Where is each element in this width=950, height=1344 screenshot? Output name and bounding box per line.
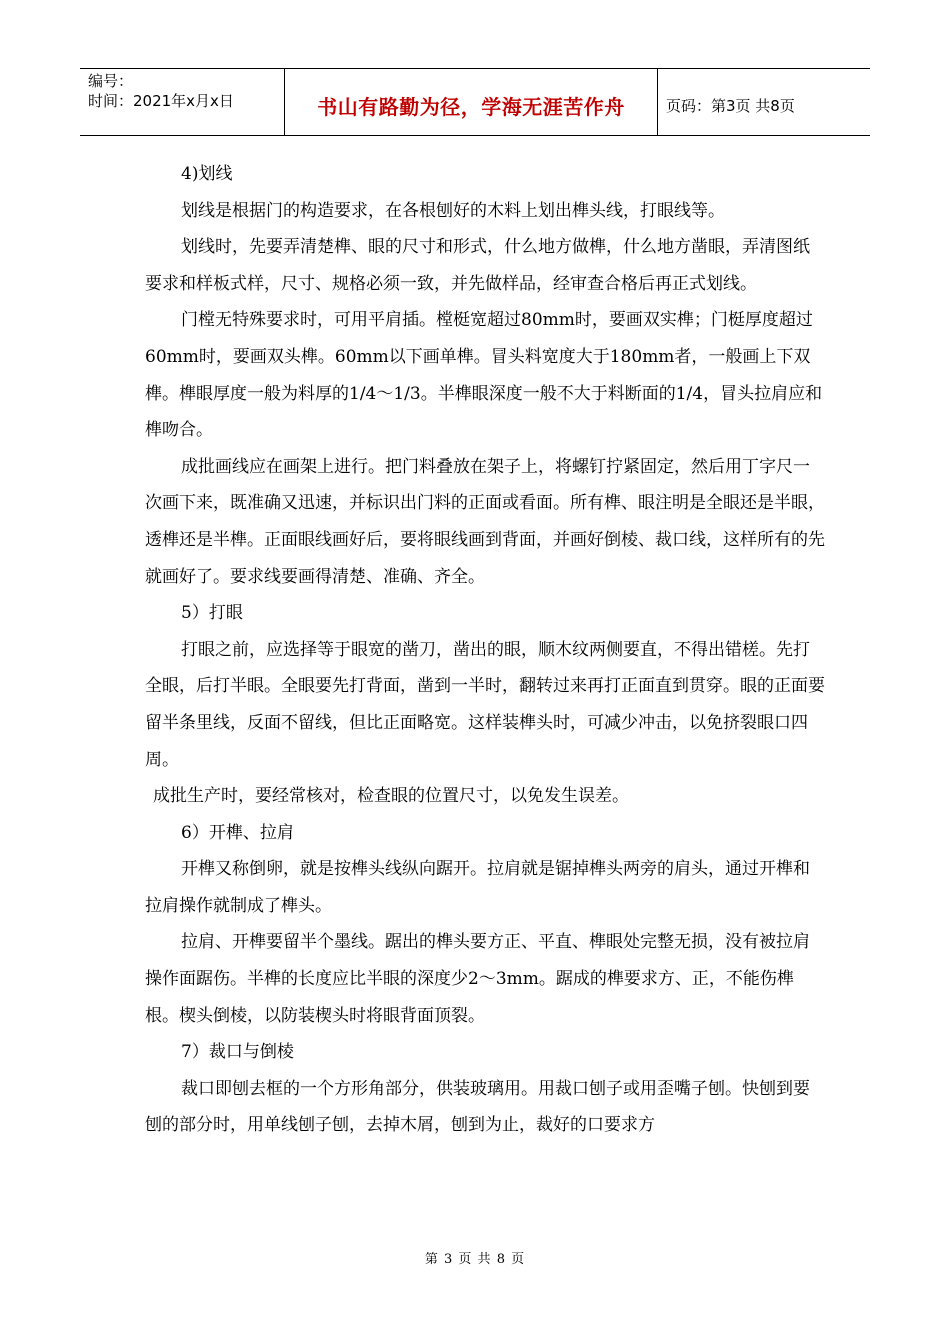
document-header [80, 68, 870, 136]
paragraph: 开榫又称倒卵，就是按榫头线纵向踞开。拉肩就是锯掉榫头两旁的肩头，通过开榫和拉肩操作就制成了榫头。 [145, 859, 810, 916]
motto-text: 书山有路勤为径，学海无涯苦作舟 [317, 94, 625, 119]
time-label: 时间：2021年x月x日 [88, 92, 234, 110]
section-heading-4: 4)划线 [181, 164, 233, 184]
doc-number-label: 编号： [88, 72, 134, 90]
paragraph: 打眼之前，应选择等于眼宽的凿刀，凿出的眼，顺木纹两侧要直，不得出错槎。先打全眼，后打半眼。全眼要先打背面，凿到一半时，翻转过来再打正面直到贯穿。眼的正面要留半条里线，反面不留线，但比正面略宽。这样装榫头时，可减少冲击，以免挤裂眼口四周。 [145, 639, 825, 770]
paragraph: 门樘无特殊要求时，可用平肩插。樘梃宽超过80mm时，要画双实榫；门梃厚度超过60mm时，要画双头榫。60mm以下画单榫。冒头料宽度大于180mm者，一般画上下双榫。榫眼厚度一般为料厚的1/4～1/3。半榫眼深度一般不大于料断面的1/4，冒头拉肩应和榫吻合。 [145, 310, 823, 441]
section-heading-5: 5）打眼 [181, 603, 243, 624]
header-middle-cell [284, 69, 658, 135]
paragraph: 拉肩、开榫要留半个墨线。踞出的榫头要方正、平直、榫眼处完整无损，没有被拉肩操作面踞伤。半榫的长度应比半眼的深度少2～3mm。踞成的榫要求方、正，不能伤榫根。楔头倒棱，以防装楔头时将眼背面顶裂。 [145, 932, 810, 1026]
paragraph: 成批生产时，要经常核对，检查眼的位置尺寸，以免发生误差。 [153, 786, 629, 807]
section-heading-6: 6）开榫、拉肩 [181, 822, 294, 843]
document-body [145, 156, 825, 1144]
page-info: 页码：第3页 共8页 [666, 96, 795, 115]
paragraph: 成批画线应在画架上进行。把门料叠放在架子上，将螺钉拧紧固定，然后用丁字尺一次画下来，既准确又迅速，并标识出门料的正面或看面。所有榫、眼注明是全眼还是半眼，透榫还是半榫。正面眼线画好后，要将眼线画到背面，并画好倒棱、裁口线，这样所有的先就画好了。要求线要画得清楚、准确、齐全。 [145, 456, 825, 587]
header-left-cell [80, 69, 284, 135]
paragraph: 划线时，先要弄清楚榫、眼的尺寸和形式，什么地方做榫，什么地方凿眼，弄清图纸要求和样板式样，尺寸、规格必须一致，并先做样品，经审查合格后再正式划线。 [145, 237, 810, 294]
paragraph: 划线是根据门的构造要求，在各根刨好的木料上划出榫头线，打眼线等。 [181, 200, 725, 221]
paragraph: 裁口即刨去框的一个方形角部分，供装玻璃用。用裁口刨子或用歪嘴子刨。快刨到要刨的部分时，用单线刨子刨，去掉木屑，刨到为止，裁好的口要求方 [145, 1078, 810, 1136]
header-right-cell [658, 69, 870, 135]
section-heading-7: 7）裁口与倒棱 [181, 1042, 294, 1063]
page-footer: 第 3 页 共 8 页 [424, 1252, 526, 1267]
